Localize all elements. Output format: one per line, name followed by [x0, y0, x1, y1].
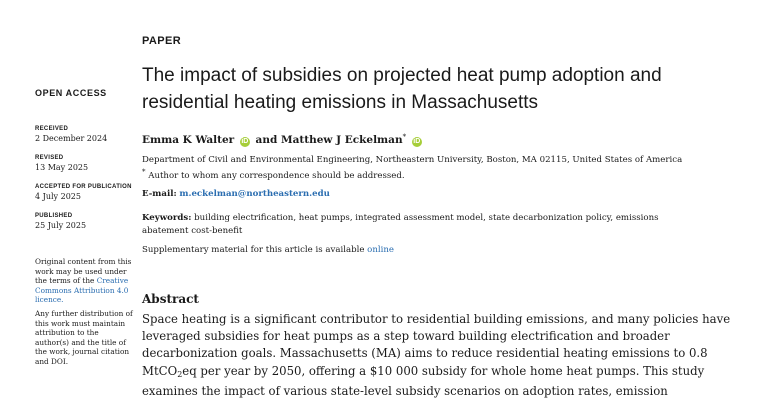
- orcid-icon[interactable]: iD: [241, 138, 249, 145]
- date-label: PUBLISHED: [35, 213, 73, 219]
- date-value: 25 July 2025: [35, 221, 87, 230]
- keywords: [142, 212, 662, 237]
- article-title: The impact of subsidies on projected heat pump adoption and residential heating emissions in Massachusetts: [142, 65, 662, 113]
- license-paragraph: [35, 257, 133, 305]
- email-link[interactable]: m.eckelman@northeastern.edu: [179, 189, 330, 199]
- date-label: ACCEPTED FOR PUBLICATION: [35, 184, 132, 190]
- abstract-text: [142, 311, 754, 400]
- open-access-label: OPEN ACCESS: [35, 88, 107, 98]
- keywords-label: Keywords:: [142, 213, 192, 223]
- email-label: E-mail:: [142, 189, 177, 199]
- orcid-icon[interactable]: iD: [413, 138, 421, 145]
- email-line: [142, 189, 330, 199]
- author-name[interactable]: Emma K Walter: [142, 134, 235, 146]
- corresponding-marker: *: [142, 168, 146, 176]
- revised-date: [35, 155, 88, 172]
- article-type-label: PAPER: [142, 35, 182, 47]
- author-list: [142, 133, 424, 147]
- subscript: 2: [177, 369, 183, 379]
- distribution-notice: Any further distribution of this work must maintain attribution to the author(s) and the title of the work, journal citation and DOI.: [35, 308, 133, 366]
- supplementary-text: Supplementary material for this article is available: [142, 245, 365, 255]
- published-date: [35, 213, 86, 230]
- accepted-date: [35, 184, 132, 201]
- license-text: Original content from this work may be used under the terms of the: [35, 257, 132, 286]
- correspondence-text: Author to whom any correspondence should be addressed.: [148, 171, 405, 181]
- date-value: 4 July 2025: [35, 192, 81, 201]
- keywords-text: building electrification, heat pumps, integrated assessment model, state decarbonization policy, emissions abatement cost-benefit: [142, 213, 659, 236]
- cc-license-link[interactable]: Creative Commons Attribution 4.0 licence.: [35, 276, 129, 305]
- correspondence-note: [142, 168, 405, 181]
- date-label: RECEIVED: [35, 126, 69, 132]
- supplementary-link[interactable]: online: [367, 245, 394, 255]
- received-date: [35, 126, 107, 143]
- date-value: 13 May 2025: [35, 163, 89, 172]
- author-name[interactable]: Matthew J Eckelman: [280, 134, 403, 146]
- abstract-text-part: eq per year by 2050, offering a $10 000 subsidy for whole home heat pumps. This study examines the impact of various state-level subsidy scenarios on adoption rates, emission: [142, 363, 705, 398]
- supplementary-note: [142, 245, 394, 255]
- date-label: REVISED: [35, 155, 64, 161]
- abstract-text-part: Space heating is a significant contributor to residential building emissions, and many policies have leveraged subsidies for heat pumps as a step toward building electrification and broader decarbonization goals. Massachusetts (MA) aims to reduce residential heating emissions to 0.8 MtCO: [142, 312, 731, 378]
- license-notice: [35, 257, 133, 371]
- corresponding-marker: *: [402, 133, 407, 141]
- abstract-heading: Abstract: [142, 292, 199, 306]
- author-connector: and: [255, 134, 278, 146]
- date-value: 2 December 2024: [35, 134, 108, 143]
- affiliation: Department of Civil and Environmental Engineering, Northeastern University, Boston, MA 02115, United States of America: [142, 155, 683, 165]
